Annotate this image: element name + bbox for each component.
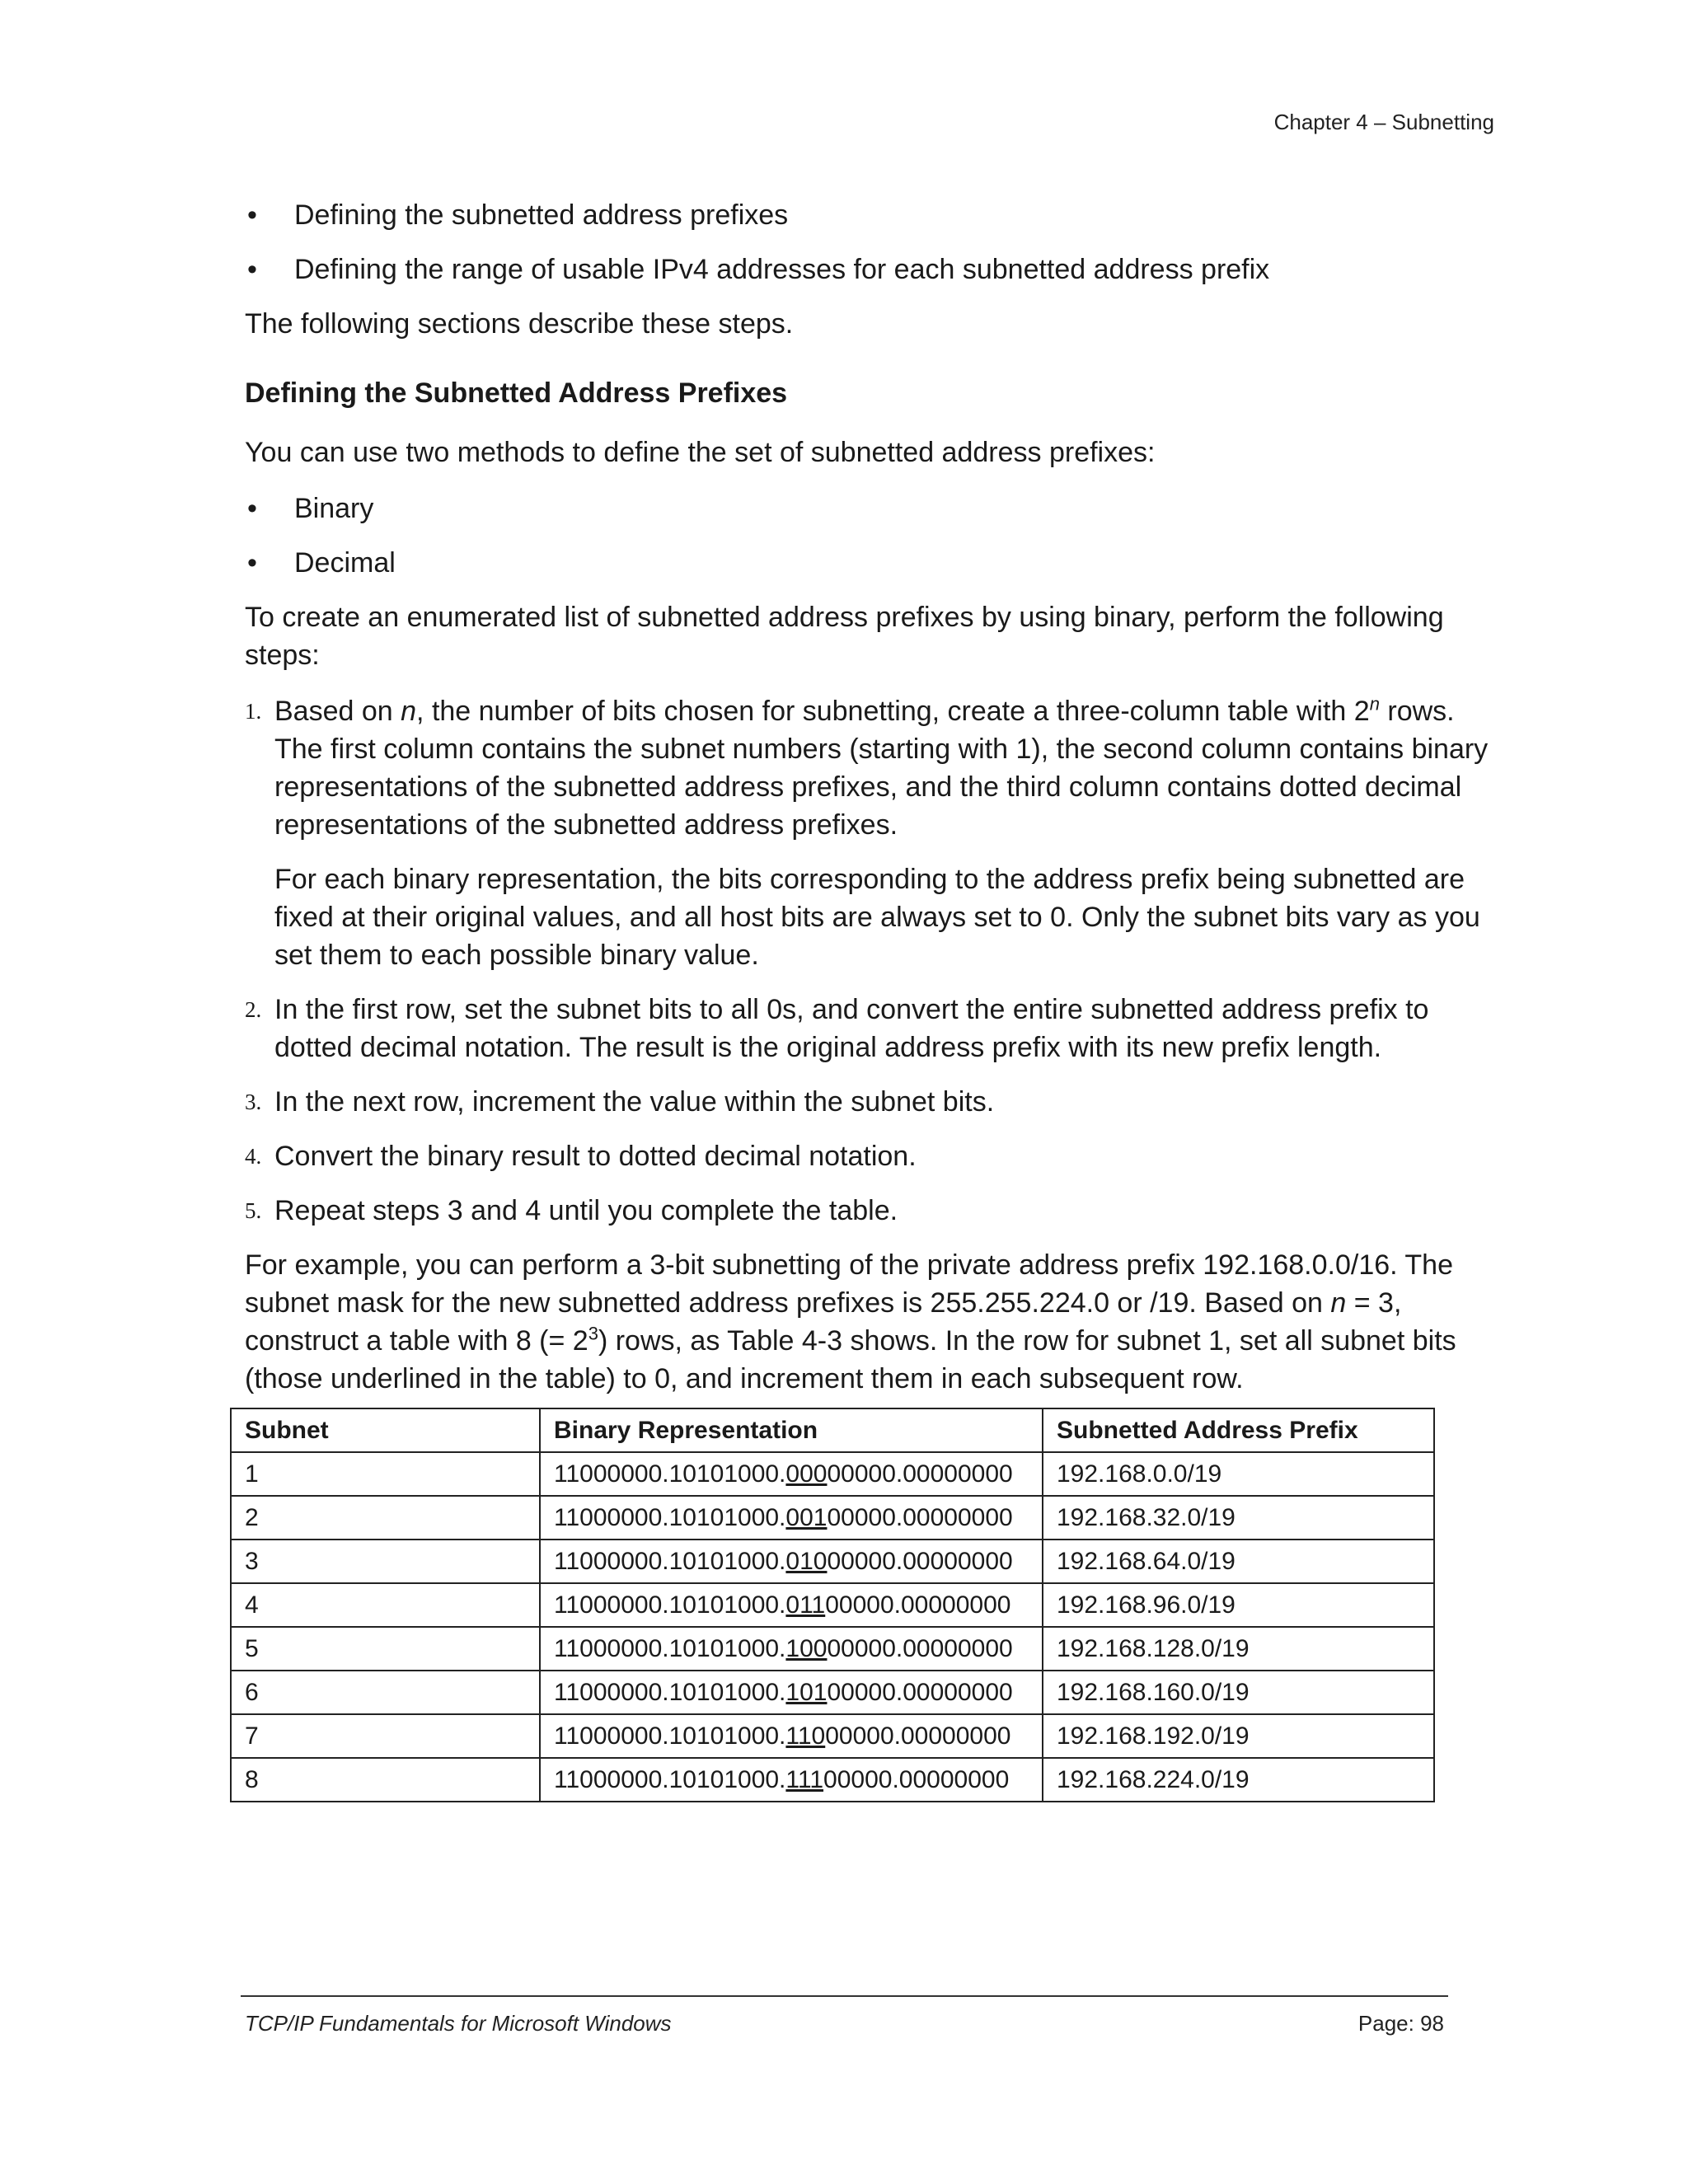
bullet-text: Defining the range of usable IPv4 addresses for each subnetted address prefix <box>294 254 1270 285</box>
step-text: Repeat steps 3 and 4 until you complete the table. <box>274 1195 898 1226</box>
binary-host-bits: 00000.00000000 <box>827 1460 1013 1488</box>
subnetted-prefix: 192.168.32.0/19 <box>1043 1496 1434 1540</box>
table-row <box>231 1671 1434 1714</box>
step-1-note: For each binary representation, the bits corresponding to the address prefix being subnetted are fixed at their original values, and all host bits are always set to 0. Only the subnet bits vary as you set them to each possible binary value. <box>274 864 1480 971</box>
binary-subnet-bits: 011 <box>785 1591 826 1619</box>
binary-representation <box>540 1540 1043 1583</box>
superscript-n: n <box>1369 693 1380 715</box>
bullet-icon: • <box>247 547 257 579</box>
table-row <box>231 1714 1434 1758</box>
binary-fixed-bits: 11000000.10101000. <box>554 1460 786 1488</box>
binary-representation <box>540 1583 1043 1627</box>
step-3 <box>245 1083 1493 1121</box>
step-number: 5. <box>245 1198 262 1223</box>
binary-host-bits: 00000.00000000 <box>825 1722 1011 1750</box>
table-row <box>231 1583 1434 1627</box>
subnetted-prefix: 192.168.128.0/19 <box>1043 1627 1434 1671</box>
column-header-subnet: Subnet <box>231 1408 540 1452</box>
subnet-number: 4 <box>231 1583 540 1627</box>
binary-fixed-bits: 11000000.10101000. <box>554 1765 786 1793</box>
subnet-number: 8 <box>231 1758 540 1802</box>
step-text: rows. The first column contains the subnet numbers (starting with 1), the second column contains binary representations of the subnetted address prefixes, and the third column contains dotted decimal representations of the subnetted address prefixes. <box>274 696 1489 841</box>
bullet-text: Decimal <box>294 547 396 579</box>
table-row <box>231 1758 1434 1802</box>
subnet-number: 7 <box>231 1714 540 1758</box>
step-text: Based on <box>274 696 401 727</box>
step-number: 1. <box>245 699 262 724</box>
step-number: 2. <box>245 997 262 1022</box>
subnet-number: 1 <box>231 1452 540 1496</box>
steps-list <box>245 692 1493 1230</box>
binary-subnet-bits: 100 <box>785 1634 828 1662</box>
step-4 <box>245 1137 1493 1175</box>
binary-fixed-bits: 11000000.10101000. <box>554 1634 786 1662</box>
list-item <box>245 544 1493 582</box>
binary-subnet-bits: 010 <box>785 1547 828 1575</box>
step-2 <box>245 991 1493 1066</box>
list-item <box>245 490 1493 527</box>
binary-subnet-bits: 000 <box>785 1460 828 1488</box>
list-item <box>245 251 1493 288</box>
binary-subnet-bits: 111 <box>785 1765 824 1793</box>
variable-n: n <box>1330 1287 1347 1319</box>
step-1 <box>245 692 1493 974</box>
step-number: 3. <box>245 1090 262 1114</box>
subnet-number: 3 <box>231 1540 540 1583</box>
intro-paragraph: The following sections describe these steps. <box>245 308 794 340</box>
binary-host-bits: 00000.00000000 <box>827 1547 1013 1575</box>
page-number: Page: 98 <box>1357 2011 1444 2036</box>
bullet-icon: • <box>247 493 257 524</box>
binary-fixed-bits: 11000000.10101000. <box>554 1722 786 1750</box>
subnet-number: 6 <box>231 1671 540 1714</box>
table-row <box>231 1540 1434 1583</box>
step-text: , the number of bits chosen for subnetting, create a three-column table with 2 <box>416 696 1370 727</box>
binary-subnet-bits: 101 <box>785 1678 828 1706</box>
example-text: = 3, construct a table with 8 (= 2 <box>245 1287 1402 1357</box>
step-text: Convert the binary result to dotted decimal notation. <box>274 1141 917 1172</box>
binary-representation <box>540 1452 1043 1496</box>
bullet-text: Defining the subnetted address prefixes <box>294 199 789 231</box>
example-text: For example, you can perform a 3-bit subnetting of the private address prefix 192.168.0.0/16. The subnet mask for the new subnetted address prefixes is 255.255.224.0 or /19. Based on <box>245 1249 1454 1319</box>
subnetted-prefix: 192.168.192.0/19 <box>1043 1714 1434 1758</box>
methods-intro: You can use two methods to define the set of subnetted address prefixes: <box>245 437 1156 468</box>
intro-bullet-list <box>245 196 1493 288</box>
binary-host-bits: 00000.00000000 <box>827 1503 1013 1531</box>
step-5 <box>245 1192 1493 1230</box>
binary-subnet-bits: 110 <box>785 1722 826 1750</box>
table-row <box>231 1627 1434 1671</box>
page-body <box>245 196 1493 1416</box>
binary-host-bits: 00000.00000000 <box>827 1678 1013 1706</box>
subnetted-prefix: 192.168.224.0/19 <box>1043 1758 1434 1802</box>
footer-book-title: TCP/IP Fundamentals for Microsoft Windows <box>245 2011 672 2036</box>
binary-representation <box>540 1714 1043 1758</box>
subnetted-prefix: 192.168.64.0/19 <box>1043 1540 1434 1583</box>
binary-subnet-bits: 001 <box>785 1503 828 1531</box>
step-text: In the next row, increment the value within the subnet bits. <box>274 1086 995 1118</box>
list-item <box>245 196 1493 234</box>
step-text: In the first row, set the subnet bits to all 0s, and convert the entire subnetted address prefix to dotted decimal notation. The result is the original address prefix with its new prefix length. <box>274 994 1429 1063</box>
bullet-icon: • <box>247 199 257 231</box>
table-row <box>231 1496 1434 1540</box>
binary-representation <box>540 1671 1043 1714</box>
binary-host-bits: 00000.00000000 <box>825 1591 1011 1619</box>
binary-representation <box>540 1758 1043 1802</box>
bullet-text: Binary <box>294 493 374 524</box>
subnet-number: 5 <box>231 1627 540 1671</box>
chapter-header: Chapter 4 – Subnetting <box>1273 110 1494 134</box>
example-paragraph <box>245 1246 1493 1398</box>
binary-fixed-bits: 11000000.10101000. <box>554 1678 786 1706</box>
subnetted-prefix: 192.168.96.0/19 <box>1043 1583 1434 1627</box>
bullet-icon: • <box>247 254 257 285</box>
subnet-number: 2 <box>231 1496 540 1540</box>
binary-intro: To create an enumerated list of subnetted address prefixes by using binary, perform the following steps: <box>245 602 1444 671</box>
methods-bullet-list <box>245 490 1493 582</box>
step-number: 4. <box>245 1144 262 1169</box>
section-heading: Defining the Subnetted Address Prefixes <box>245 377 788 409</box>
column-header-prefix: Subnetted Address Prefix <box>1043 1408 1434 1452</box>
subnetted-prefix: 192.168.160.0/19 <box>1043 1671 1434 1714</box>
binary-representation <box>540 1627 1043 1671</box>
binary-fixed-bits: 11000000.10101000. <box>554 1503 786 1531</box>
footer-divider <box>241 1995 1448 1997</box>
subnet-table <box>230 1408 1435 1802</box>
variable-n: n <box>401 696 417 727</box>
example-text: ) rows, as Table 4-3 shows. In the row for subnet 1, set all subnet bits (those underlined in the table) to 0, and increment them in each subsequent row. <box>245 1325 1456 1394</box>
binary-host-bits: 00000.00000000 <box>823 1765 1010 1793</box>
binary-representation <box>540 1496 1043 1540</box>
table-header-row <box>231 1408 1434 1452</box>
subnetted-prefix: 192.168.0.0/19 <box>1043 1452 1434 1496</box>
binary-fixed-bits: 11000000.10101000. <box>554 1547 786 1575</box>
binary-fixed-bits: 11000000.10101000. <box>554 1591 786 1619</box>
binary-host-bits: 00000.00000000 <box>827 1634 1013 1662</box>
column-header-binary: Binary Representation <box>540 1408 1043 1452</box>
superscript-3: 3 <box>588 1323 598 1344</box>
table-row <box>231 1452 1434 1496</box>
